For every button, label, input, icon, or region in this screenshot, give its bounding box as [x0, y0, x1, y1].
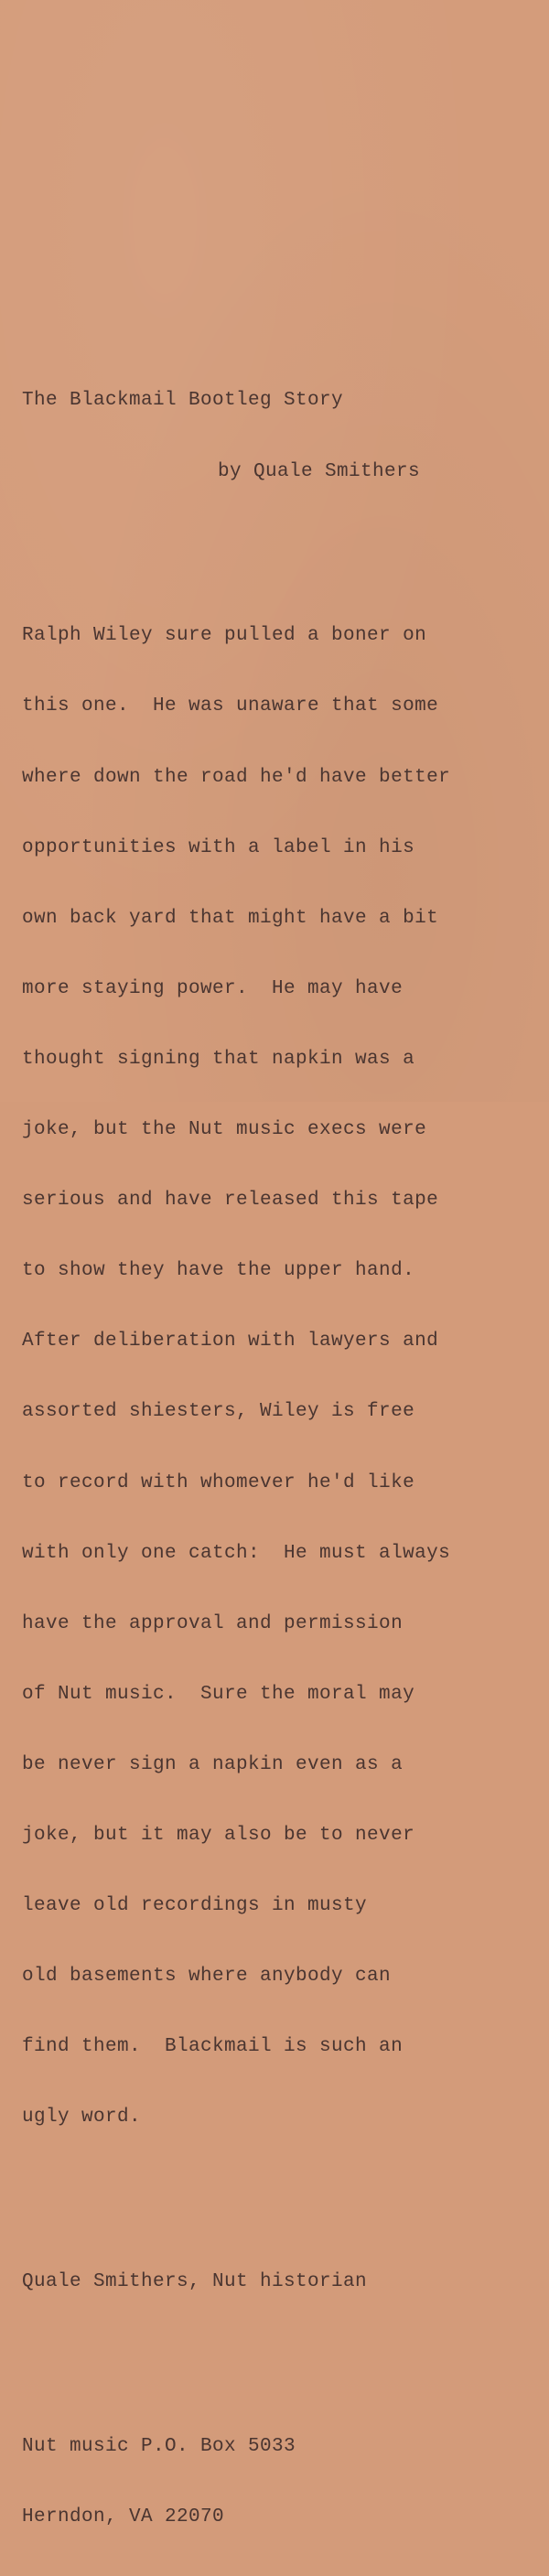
spacer: [22, 2341, 544, 2365]
body-line: thought signing that napkin was a: [22, 1048, 415, 1070]
body-line: with only one catch: He must always: [22, 1542, 451, 1564]
spacer: [22, 2200, 544, 2224]
body-line: more staying power. He may have: [22, 977, 404, 999]
body-line: opportunities with a label in his: [22, 836, 415, 858]
body-line: find them. Blackmail is such an: [22, 2036, 404, 2058]
body-line: leave old recordings in musty: [22, 1895, 368, 1917]
body-line: where down the road he'd have better: [22, 766, 451, 788]
body-line: to record with whomever he'd like: [22, 1471, 415, 1493]
body-line: old basements where anybody can: [22, 1966, 392, 1988]
spacer: [22, 531, 544, 555]
body-line: ugly word.: [22, 2107, 142, 2129]
body-line: joke, but the Nut music execs were: [22, 1119, 427, 1141]
body-line: of Nut music. Sure the moral may: [22, 1683, 415, 1705]
body-line: joke, but it may also be to never: [22, 1824, 415, 1846]
story-byline: by Quale Smithers: [218, 460, 421, 482]
signature-line: Quale Smithers, Nut historian: [22, 2271, 368, 2293]
story-title: The Blackmail Bootleg Story: [22, 390, 344, 412]
body-line: have the approval and permission: [22, 1612, 404, 1634]
body-line: Ralph Wiley sure pulled a boner on: [22, 625, 427, 647]
address-line: Nut music P.O. Box 5033: [22, 2436, 296, 2458]
body-line: be never sign a napkin even as a: [22, 1753, 404, 1775]
address-line: Herndon, VA 22070: [22, 2506, 225, 2528]
body-line: After deliberation with lawyers and: [22, 1331, 439, 1353]
body-line: own back yard that might have a bit: [22, 907, 439, 929]
document-text: [22, 342, 544, 2576]
body-line: assorted shiesters, Wiley is free: [22, 1401, 415, 1423]
body-line: this one. He was unaware that some: [22, 695, 439, 717]
body-line: to show they have the upper hand.: [22, 1260, 415, 1282]
body-line: serious and have released this tape: [22, 1190, 439, 1212]
